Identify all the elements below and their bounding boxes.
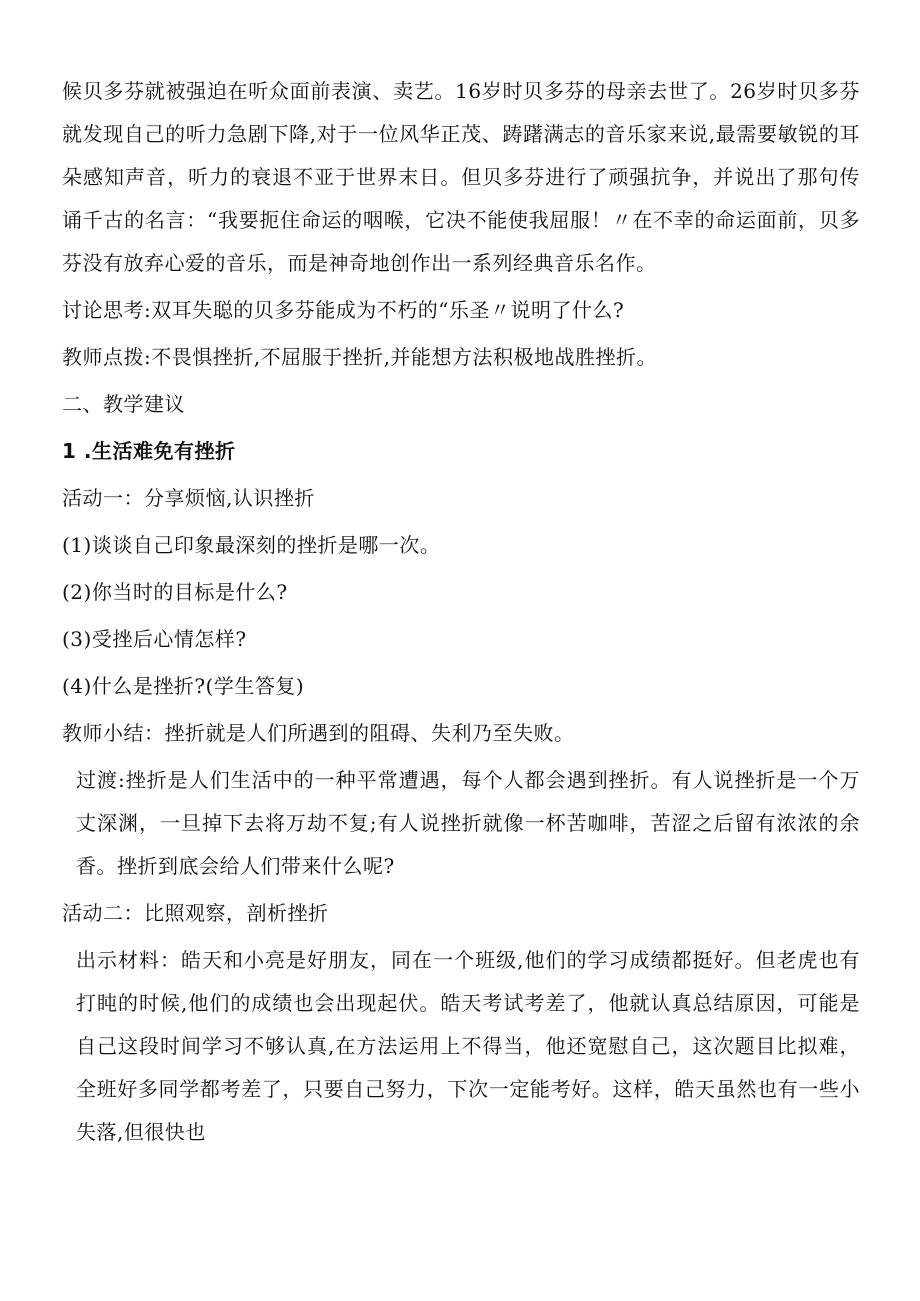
question-item-4: (4)什么是挫折?(学生答复) bbox=[62, 674, 305, 698]
section-heading-teaching-suggestions: 二、教学建议 bbox=[62, 392, 185, 416]
document-page bbox=[62, 70, 860, 1154]
paragraph-transition: 过渡:挫折是人们生活中的一种平常遭遇，每个人都会遇到挫折。有人说挫折是一个万丈深渊，一旦掉下去将万劫不复;有人说挫折就像一杯苦咖啡，苦涩之后留有浓浓的余香。挫折到底会给人们带来什么呢? bbox=[76, 768, 860, 878]
teacher-summary: 教师小结：挫折就是人们所遇到的阻碍、失利乃至失败。 bbox=[62, 721, 575, 745]
subsection-heading-life-setbacks: 1 .生活难免有挫折 bbox=[62, 439, 236, 463]
activity-two-title: 活动二：比照观察，剖析挫折 bbox=[62, 901, 329, 925]
question-item-1: (1)谈谈自己印象最深刻的挫折是哪一次。 bbox=[62, 533, 441, 557]
activity-one-title: 活动一：分享烦恼,认识挫折 bbox=[62, 486, 315, 510]
paragraph-beethoven-story: 候贝多芬就被强迫在听众面前表演、卖艺。16岁时贝多芬的母亲去世了。26岁时贝多芬就发现自己的听力急剧下降,对于一位风华正茂、踌躇满志的音乐家来说,最需要敏锐的耳朵感知声音，听力的衰退不亚于世界末日。但贝多芬进行了顽强抗争，并说出了那句传诵千古的名言：“我要扼住命运的咽喉，它决不能使我屈服！〃在不幸的命运面前，贝多芬没有放弃心爱的音乐，而是神奇地创作出一系列经典音乐名作。 bbox=[62, 79, 860, 275]
paragraph-teacher-guidance: 教师点拨:不畏惧挫折,不屈服于挫折,并能想方法积极地战胜挫折。 bbox=[62, 345, 657, 369]
paragraph-discussion-question: 讨论思考:双耳失聪的贝多芬能成为不朽的“乐圣〃说明了什么? bbox=[62, 298, 625, 322]
paragraph-material: 出示材料：皓天和小亮是好朋友，同在一个班级,他们的学习成绩都挺好。但老虎也有打盹的时候,他们的成绩也会出现起伏。皓天考试考差了，他就认真总结原因，可能是自己这段时间学习不够认真,在方法运用上不得当，他还宽慰自己，这次题目比拟难，全班好多同学都考差了，只要自己努力，下次一定能考好。这样，皓天虽然也有一些小失落,但很快也 bbox=[76, 948, 860, 1144]
question-item-3: (3)受挫后心情怎样? bbox=[62, 627, 247, 651]
question-item-2: (2)你当时的目标是什么? bbox=[62, 580, 288, 604]
